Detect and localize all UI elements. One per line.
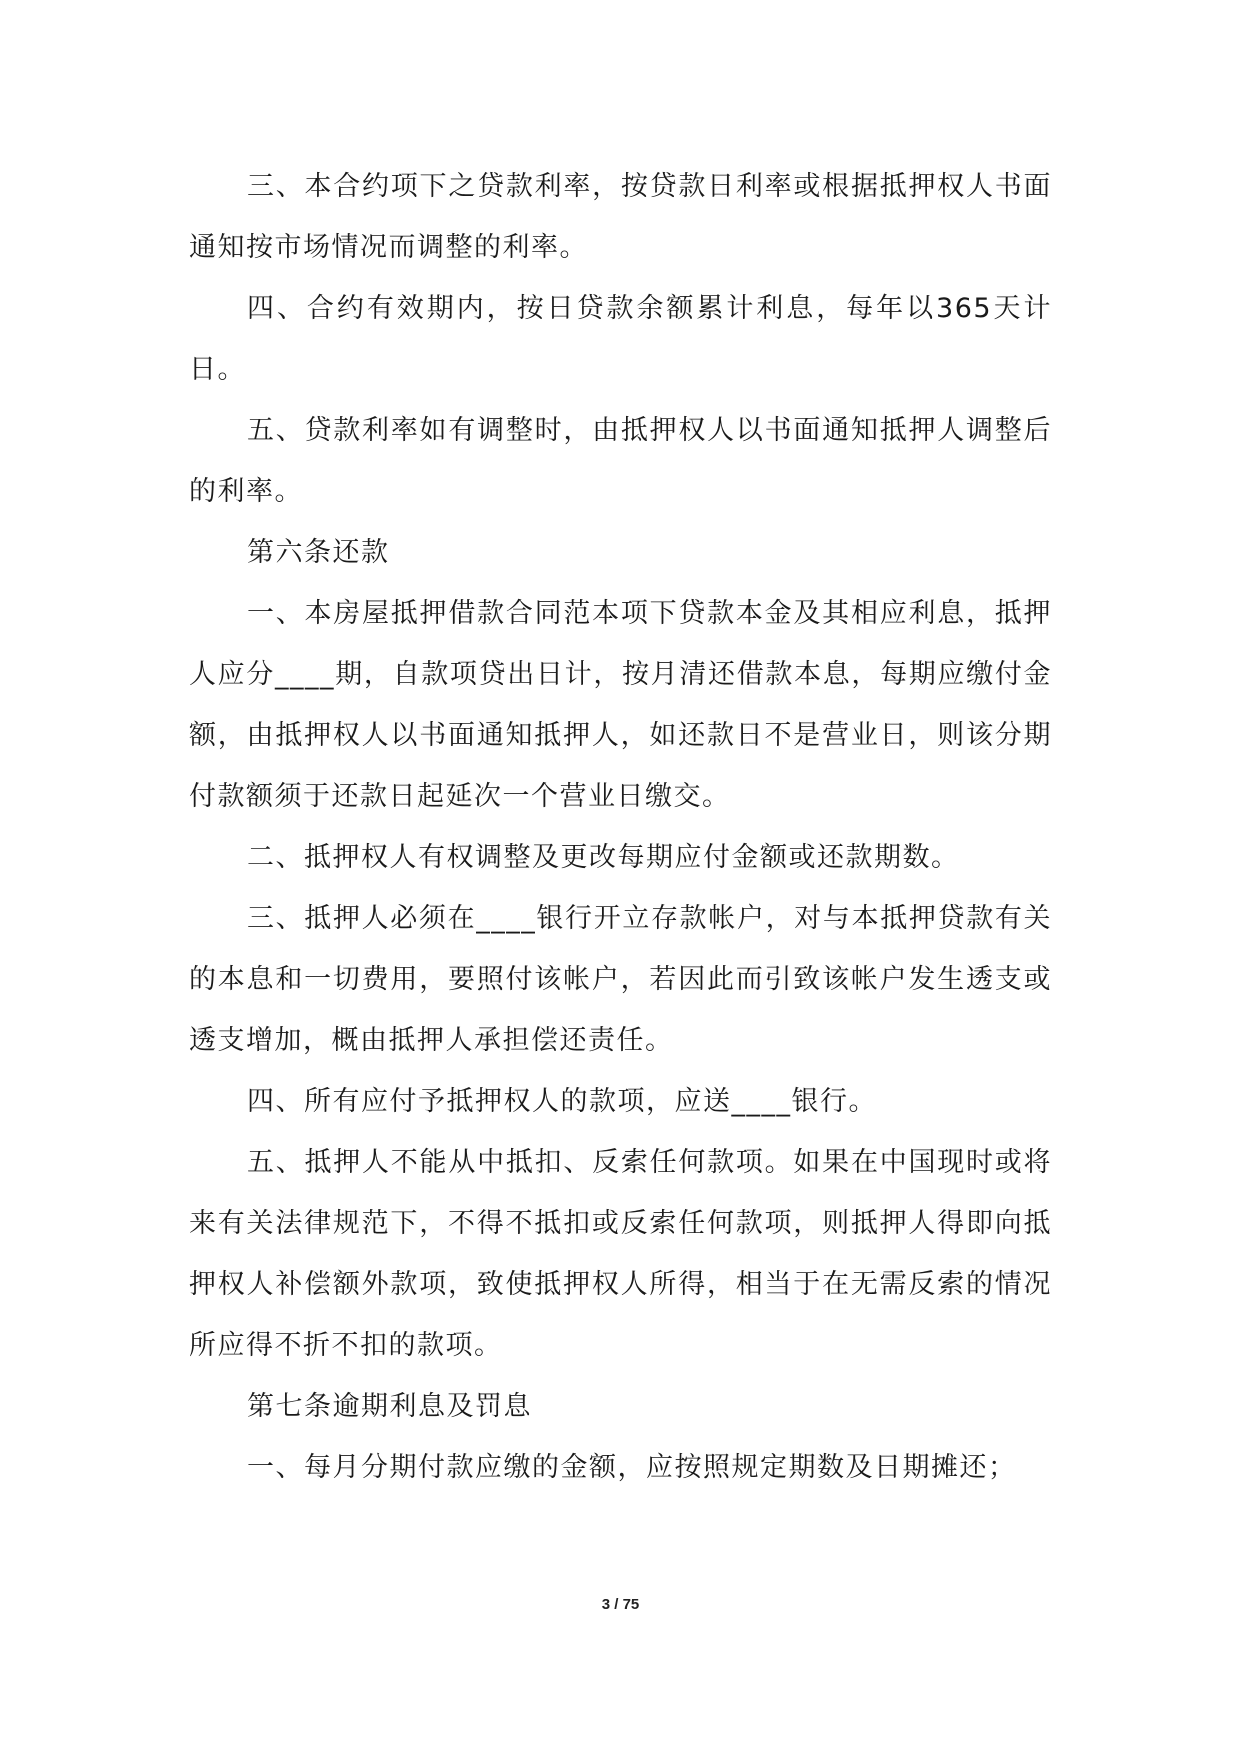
paragraph-adjust-installments: 二、抵押权人有权调整及更改每期应付金额或还款期数。 bbox=[247, 842, 960, 873]
document-body bbox=[189, 156, 1052, 1498]
paragraph-interest-accrual: 四、合约有效期内，按日贷款余额累计利息，每年以365天计日。 bbox=[189, 293, 1052, 385]
section-heading-article-6: 第六条还款 bbox=[247, 537, 390, 568]
paragraph-repayment-schedule: 一、本房屋抵押借款合同范本项下贷款本金及其相应利息，抵押人应分____期，自款项贷出日计，按月清还借款本息，每期应缴付金额，由抵押权人以书面通知抵押人，如还款日不是营业日，则该分期付款额须于还款日起延次一个营业日缴交。 bbox=[189, 598, 1052, 812]
paragraph-no-set-off: 五、抵押人不能从中抵扣、反索任何款项。如果在中国现时或将来有关法律规范下，不得不抵扣或反索任何款项，则抵押人得即向抵押权人补偿额外款项，致使抵押权人所得，相当于在无需反索的情况所应得不折不扣的款项。 bbox=[189, 1147, 1052, 1361]
section-heading-article-7: 第七条逾期利息及罚息 bbox=[247, 1391, 532, 1422]
paragraph-rate-adjustment: 五、贷款利率如有调整时，由抵押权人以书面通知抵押人调整后的利率。 bbox=[189, 415, 1052, 507]
paragraph-interest-rate: 三、本合约项下之贷款利率，按贷款日利率或根据抵押权人书面通知按市场情况而调整的利率。 bbox=[189, 171, 1052, 263]
paragraph-monthly-installment: 一、每月分期付款应缴的金额，应按照规定期数及日期摊还； bbox=[247, 1452, 1017, 1483]
paragraph-payment-destination: 四、所有应付予抵押权人的款项，应送____银行。 bbox=[247, 1086, 877, 1117]
page-number: 3 / 75 bbox=[601, 1596, 640, 1613]
paragraph-deposit-account: 三、抵押人必须在____银行开立存款帐户，对与本抵押贷款有关的本息和一切费用，要照付该帐户，若因此而引致该帐户发生透支或透支增加，概由抵押人承担偿还责任。 bbox=[189, 903, 1052, 1056]
